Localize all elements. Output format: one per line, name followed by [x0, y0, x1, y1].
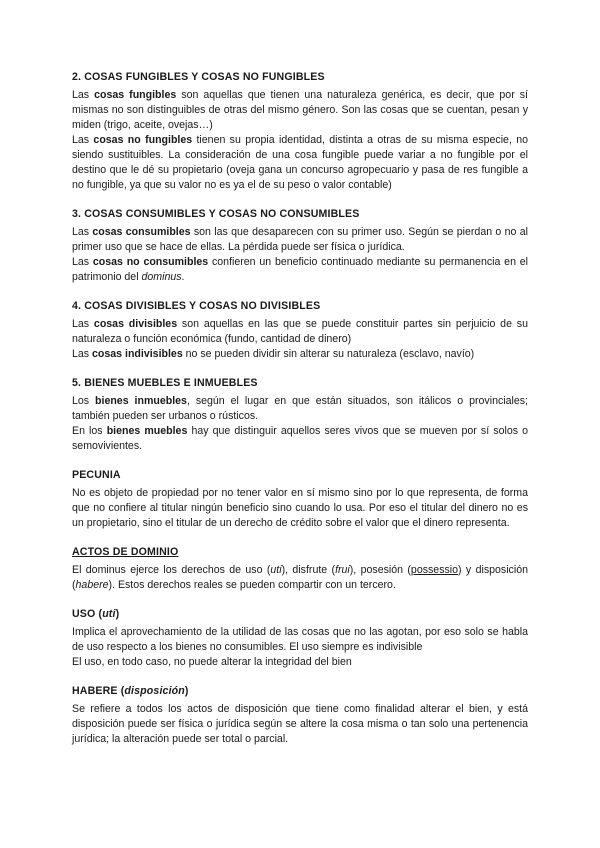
italic-term: uti: [270, 564, 282, 576]
section-title: 2. COSAS FUNGIBLES Y COSAS NO FUNGIBLES: [72, 71, 325, 83]
section-title: 4. COSAS DIVISIBLES Y COSAS NO DIVISIBLES: [72, 300, 321, 312]
italic-term: dominus: [141, 271, 182, 283]
bold-term: bienes muebles: [106, 425, 188, 437]
paragraph: Las cosas indivisibles no se pueden dividir sin alterar su naturaleza (esclavo, navío): [72, 348, 475, 360]
section-uso: [72, 607, 528, 670]
bold-term: cosas no consumibles: [92, 256, 209, 268]
section-title: 3. COSAS CONSUMIBLES Y COSAS NO CONSUMIBLES: [72, 208, 360, 220]
paragraph: No es objeto de propiedad por no tener valor en sí mismo sino por lo que representa, de forma que no confiere al titular ningún beneficio sino cuando lo usa. Por eso el titular del dinero no es un propietario, sino el titular de un derecho de crédito sobre el valor que el dinero representa.: [72, 487, 528, 529]
section-divisibles: [72, 299, 528, 362]
section-consumibles: [72, 207, 528, 285]
section-bienes: [72, 376, 528, 454]
section-title: PECUNIA: [72, 469, 121, 481]
paragraph: Las cosas consumibles son las que desaparecen con su primer uso. Según se pierdan o no al primer uso que se hace de ellas. La pérdida puede ser física o jurídica.: [72, 226, 528, 253]
section-title: ACTOS DE DOMINIO: [72, 546, 179, 558]
bold-term: cosas no fungibles: [93, 134, 193, 146]
section-actos-dominio: [72, 545, 528, 593]
bold-term: cosas fungibles: [94, 89, 177, 101]
underlined-term: possessio: [410, 564, 459, 576]
paragraph: Los bienes inmuebles, según el lugar en que están situados, son itálicos o provinciales; también pueden ser urbanos o rústicos.: [72, 395, 528, 422]
paragraph: Las cosas no consumibles confieren un beneficio continuado mediante su permanencia en el patrimonio del dominus.: [72, 256, 528, 283]
bold-term: cosas divisibles: [93, 318, 178, 330]
paragraph: Se refiere a todos los actos de disposición que tiene como finalidad alterar el bien, y está disposición puede ser física o jurídica según se altere la cosa misma o tan solo una pertenencia jurídica; la alteración puede ser total o parcial.: [72, 703, 528, 745]
paragraph: Las cosas no fungibles tienen su propia identidad, distinta a otras de su misma especie, no siendo sustituibles. La consideración de una cosa fungible puede variar a no fungible por el destino que le dé su propietario (oveja gana un concurso agropecuario y pasa de res fungible a no fungible, ya que su valor no es ya el de su peso o valor contable): [72, 134, 528, 191]
document-page: [72, 70, 528, 761]
bold-term: bienes inmuebles: [95, 395, 187, 407]
section-fungibles: [72, 70, 528, 193]
paragraph: El dominus ejerce los derechos de uso (uti), disfrute (frui), posesión (possessio) y disposición (habere). Estos derechos reales se pueden compartir con un tercero.: [72, 564, 528, 591]
bold-term: cosas indivisibles: [92, 348, 183, 360]
bold-term: cosas consumibles: [92, 226, 191, 238]
paragraph: En los bienes muebles hay que distinguir aquellos seres vivos que se mueven por sí solos o semovivientes.: [72, 425, 528, 452]
section-habere: [72, 684, 528, 747]
italic-term: habere: [75, 579, 109, 591]
paragraph: Las cosas divisibles son aquellas en las que se puede constituir partes sin perjuicio de su naturaleza o función económica (fundo, cantidad de dinero): [72, 318, 528, 345]
paragraph: El uso, en todo caso, no puede alterar la integridad del bien: [72, 656, 352, 668]
section-title: USO (uti): [72, 608, 120, 620]
italic-term: frui: [335, 564, 350, 576]
section-title: HABERE (disposición): [72, 685, 189, 697]
paragraph: Las cosas fungibles son aquellas que tienen una naturaleza genérica, es decir, que por sí mismas no son distinguibles de otras del mismo género. Son las cosas que se cuentan, pesan y miden (trigo, aceite, ovejas…): [72, 89, 528, 131]
section-pecunia: [72, 468, 528, 531]
paragraph: Implica el aprovechamiento de la utilidad de las cosas que no las agotan, por eso solo se habla de uso respecto a los bienes no consumibles. El uso siempre es indivisible: [72, 626, 528, 653]
section-title: 5. BIENES MUEBLES E INMUEBLES: [72, 377, 258, 389]
